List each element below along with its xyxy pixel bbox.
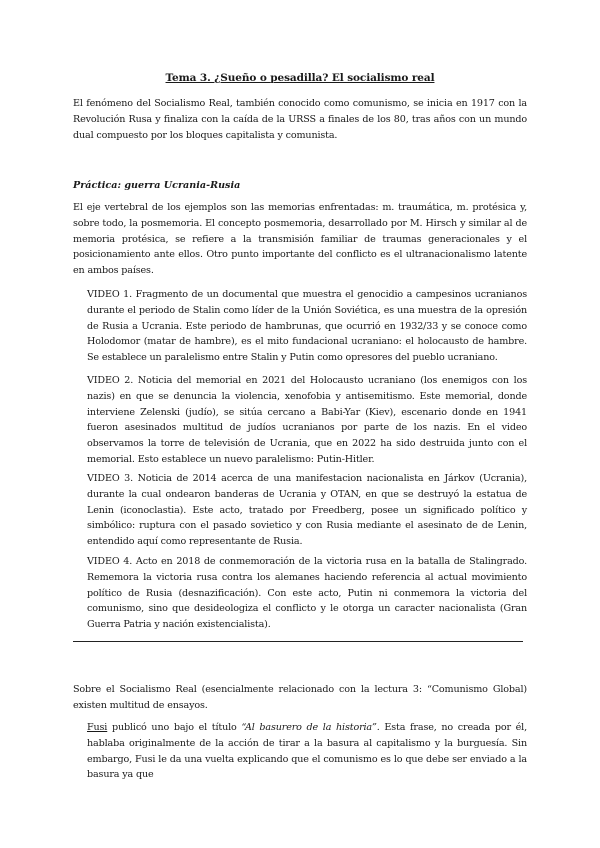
intro-paragraph: El fenómeno del Socialismo Real, también conocido como comunismo, se inicia en 1917 con la Revolución Rusa y finaliza con la caída de la URSS a finales de los 80, tras años con un mundo dual compuesto por los bloques capitalista y comunista. — [73, 98, 527, 141]
socialism-essays-paragraph: Sobre el Socialismo Real (esencialmente relacionado con la lectura 3: “Comunismo Global) existen multitud de ensayos. — [73, 684, 527, 711]
video-4-paragraph: VIDEO 4. Acto en 2018 de conmemoración de la victoria rusa en la batalla de Stalingrado. Rememora la victoria rusa contra los alemanes haciendo referencia al actual movimiento político de Rusia (desnazificación). Con este acto, Putin ni conmemora la victoria del comunismo, sino que desideologiza el conflicto y le otorga un caracter nacionalista (Gran Guerra Patria y nación existencialista). — [87, 556, 527, 631]
page-title: Tema 3. ¿Sueño o pesadilla? El socialismo real — [165, 72, 435, 84]
fusi-quote: “Al basurero de la historia” — [241, 722, 377, 733]
fusi-paragraph — [87, 720, 527, 783]
fusi-text-a: publicó uno bajo el título — [107, 722, 242, 733]
video-3-paragraph: VIDEO 3. Noticia de 2014 acerca de una manifestacion nacionalista en Járkov (Ucrania), durante la cual ondearon banderas de Ucrania y OTAN, en que se destruyó la estatua de Lenin (iconoclastia). Este acto, tratado por Freedberg, posee un significado político y simbólico: ruptura con el pasado sovietico y con Rusia mediante el asesinato de de Lenin, entendido aquí como representante de Rusia. — [87, 473, 527, 548]
practice-heading: Práctica: guerra Ucrania-Rusia — [73, 180, 241, 191]
practice-intro-paragraph: El eje vertebral de los ejemplos son las memorias enfrentadas: m. traumática, m. protésica y, sobre todo, la posmemoria. El concepto posmemoria, desarrollado por M. Hirsch y similar al de memoria protésica, se refiere a la transmisión familiar de traumas generacionales y el posicionamiento ante ellos. Otro punto importante del conflicto es el ultranacionalismo latente en ambos países. — [73, 202, 527, 277]
section-divider — [73, 641, 523, 642]
video-2-paragraph: VIDEO 2. Noticia del memorial en 2021 del Holocausto ucraniano (los enemigos con los nazis) en que se denuncia la violencia, xenofobia y antisemitismo. Este memorial, donde interviene Zelenski (judío), se sitúa cercano a Babi-Yar (Kiev), escenario donde en 1941 fueron asesinados multitud de judíos ucranianos por parte de los nazis. En el video observamos la torre de televisión de Ucrania, que en 2022 ha sido destruida junto con el memorial. Esto establece un nuevo paralelismo: Putin-Hitler. — [87, 375, 527, 465]
video-1-paragraph: VIDEO 1. Fragmento de un documental que muestra el genocidio a campesinos ucranianos durante el periodo de Stalin como líder de la Unión Soviética, es una muestra de la opresión de Rusia a Ucrania. Este periodo de hambrunas, que ocurrió en 1932/33 y se conoce como Holodomor (matar de hambre), es el mito fundacional ucraniano: el holocausto de hambre. Se establece un paralelismo entre Stalin y Putin como opresores del pueblo ucraniano. — [87, 289, 527, 364]
fusi-text-b: . Esta frase, no creada por él, hablaba originalmente de la acción de tirar a la basura al capitalismo y la burguesía. Sin embargo, Fusi le da una vuelta explicando que el comunismo es lo que debe ser enviado a la basura ya que — [87, 722, 527, 781]
fusi-name: Fusi — [87, 722, 108, 733]
